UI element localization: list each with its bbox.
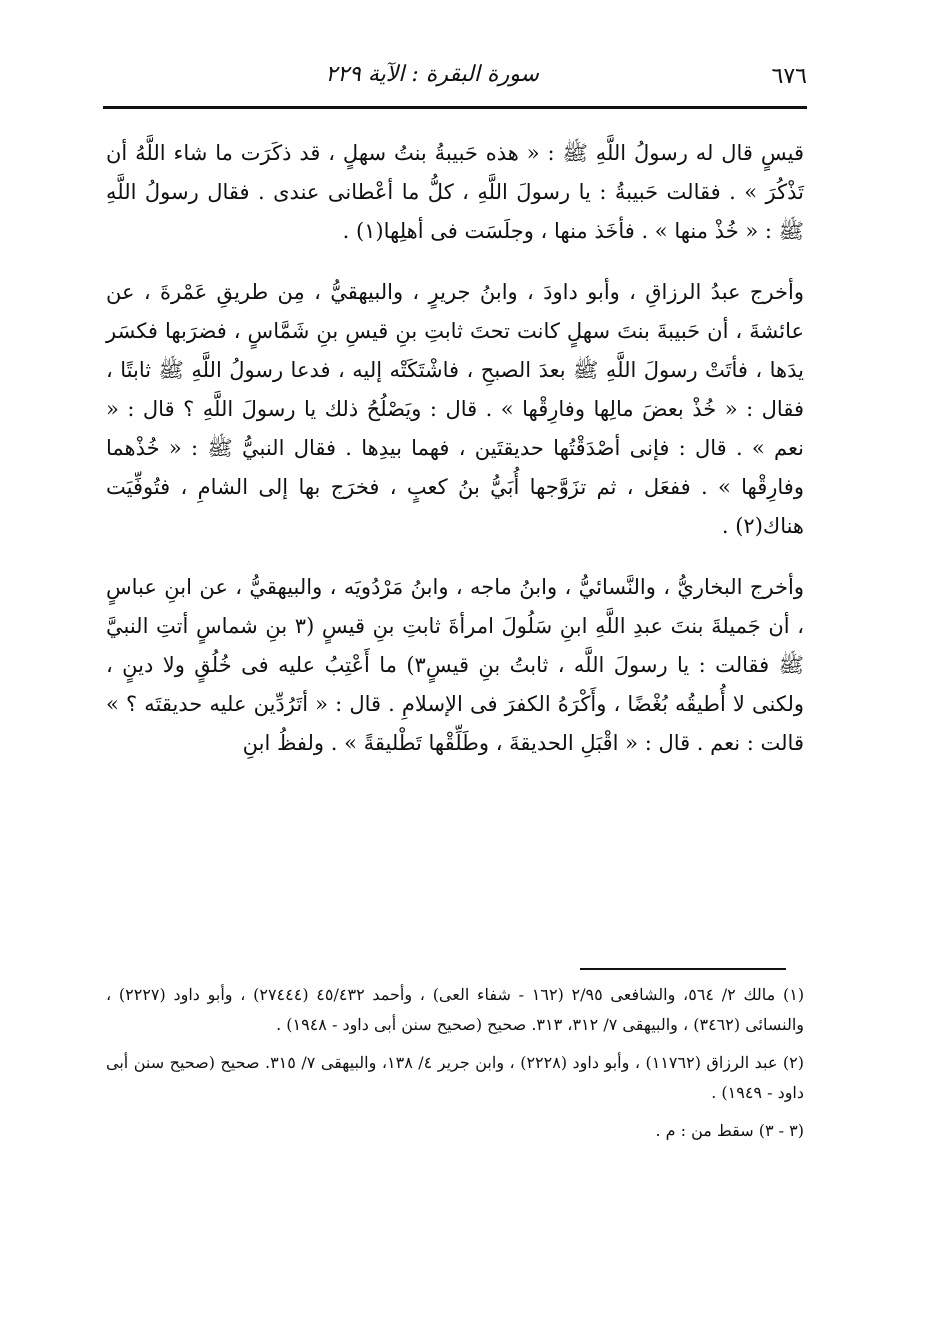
paragraph-2: وأخرج عبدُ الرزاقِ ، وأبو داودَ ، وابنُ جريرٍ ، والبيهقيُّ ، مِن طريقِ عَمْرةَ ، عن عائشةَ ، أن حَبيبةَ بنتَ سهلٍ كانت تحتَ ثابتِ بنِ قيسِ بنِ شَمَّاسٍ ، فضرَبها فكسَر يدَها ، فأتَتْ رسولَ اللَّهِ ﷺ بعدَ الصبحِ ، فاشْتَكَتْه إليه ، فدعا رسولُ اللَّهِ ﷺ ثابتًا ، فقال : « خُذْ بعضَ مالِها وفارِقْها » . قال : ويَصْلُحُ ذلك يا رسولَ اللَّهِ ؟ قال : « نعم » . قال : فإنى أصْدَقْتُها حديقتَين ، فهما بيدِها . فقال النبيُّ ﷺ : « خُذْهما وفارِقْها » . ففعَل ، ثم تزَوَّجها أُبَيُّ بنُ كعبٍ ، فخرَج بها إلى الشامِ ، فتُوفِّيَت هناك(٢) . [106,280,804,538]
footnote-1: (١) مالك ٢/ ٥٦٤، والشافعى ٢/٩٥ (١٦٢ - شفاء العى) ، وأحمد ٤٥/٤٣٢ (٢٧٤٤٤) ، وأبو داود (٢٢٢٧) ، والنسائى (٣٤٦٢) ، والبيهقى ٧/ ٣١٢، ٣١٣. صحيح (صحيح سنن أبى داود - ١٩٤٨) . [106,985,805,1034]
page-header [103,58,807,106]
paragraph-3: وأخرج البخاريُّ ، والنَّسائيُّ ، وابنُ ماجه ، وابنُ مَرْدُويَه ، والبيهقيُّ ، عن ابنِ عباسٍ ، أن جَميلةَ بنتَ عبدِ اللَّهِ ابنِ سَلُولَ امرأةَ ثابتِ بنِ قيسٍ (٣ بنِ شماسٍ أتتِ النبيَّ ﷺ فقالت : يا رسولَ اللَّه ، ثابتُ بنِ قيسٍ٣) ما أَعْتِبُ عليه فى خُلُقٍ ولا دينٍ ، ولكنى لا أُطيقُه بُغْضًا ، وأَكْرَهُ الكفرَ فى الإسلامِ . قال : « أتَرُدِّين عليه حديقتَه ؟ » قالت : نعم . قال : « اقْبَلِ الحديقةَ ، وطَلِّقْها تَطْليقةً » . ولفظُ ابنِ [106,575,804,755]
footnotes [106,980,804,1154]
page-number: ٦٧٦ [771,64,807,89]
footnote-rule [580,968,786,970]
header-rule [103,106,807,109]
main-text [106,134,804,785]
paragraph-1: قيسٍ قال له رسولُ اللَّهِ ﷺ : « هذه حَبيبةُ بنتُ سهلٍ ، قد ذكَرَت ما شاء اللَّهُ أن تَذْكُرَ » . فقالت حَبيبةُ : يا رسولَ اللَّهِ ، كلُّ ما أعْطانى عندى . فقال رسولُ اللَّهِ ﷺ : « خُذْ منها » . فأخَذ منها ، وجلَسَت فى أهلِها(١) . [106,141,804,243]
footnote-3: (٣ - ٣) سقط من : م . [655,1121,804,1140]
footnote-2: (٢) عبد الرزاق (١١٧٦٢) ، وأبو داود (٢٢٢٨) ، وابن جرير ٤/ ١٣٨، والبيهقى ٧/ ٣١٥. صحيح (صحيح سنن أبى داود - ١٩٤٩) . [106,1053,805,1102]
running-title: سورة البقرة : الآية ٢٢٩ [325,62,539,87]
